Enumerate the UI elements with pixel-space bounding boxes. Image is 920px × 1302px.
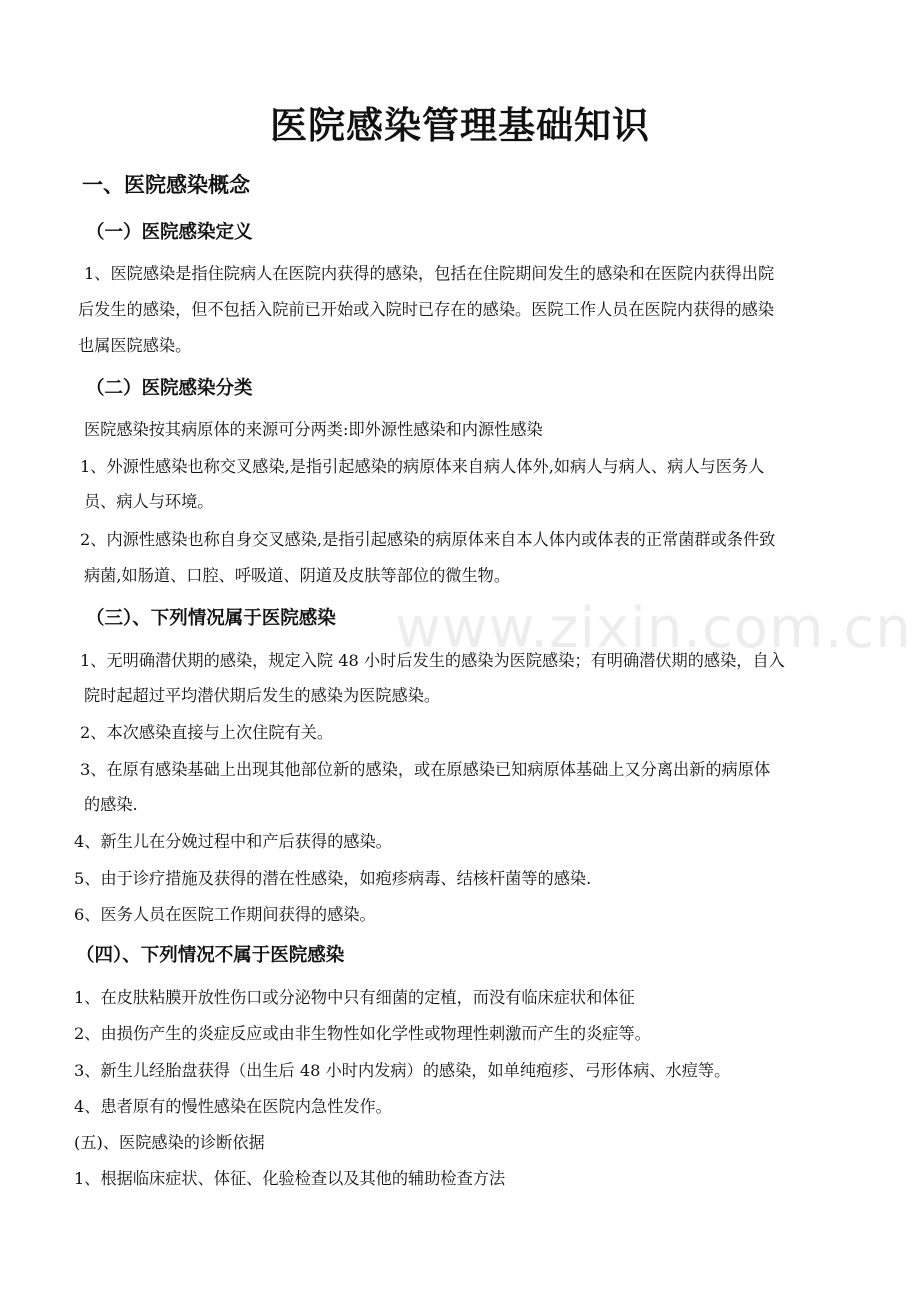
section-heading-concept: 一、医院感染概念 <box>82 173 250 197</box>
paragraph-line: 2、本次感染直接与上次住院有关。 <box>80 723 334 742</box>
paragraph-line: 员、病人与环境。 <box>84 492 214 511</box>
subheading-included-cases: （三）、下列情况属于医院感染 <box>86 608 336 629</box>
subheading-definition: （一）医院感染定义 <box>86 222 253 243</box>
paragraph-line: 5、由于诊疗措施及获得的潜在性感染，如疱疹病毒、结核杆菌等的感染. <box>74 869 592 888</box>
paragraph-line: 后发生的感染，但不包括入院前已开始或入院时已存在的感染。医院工作人员在医院内获得的感染 <box>78 300 775 319</box>
paragraph-line: 1、根据临床症状、体征、化验检查以及其他的辅助检查方法 <box>74 1169 506 1188</box>
paragraph-line: 医院感染按其病原体的来源可分两类:即外源性感染和内源性感染 <box>84 420 543 439</box>
paragraph-line: 4、患者原有的慢性感染在医院内急性发作。 <box>74 1097 392 1116</box>
paragraph-line: 1、在皮肤粘膜开放性伤口或分泌物中只有细菌的定植，而没有临床症状和体征 <box>74 988 635 1007</box>
subheading-classification: （二）医院感染分类 <box>86 378 253 399</box>
paragraph-line: 院时起超过平均潜伏期后发生的感染为医院感染。 <box>84 686 441 705</box>
paragraph-line: 病菌,如肠道、口腔、呼吸道、阴道及皮肤等部位的微生物。 <box>84 566 511 585</box>
subheading-diagnosis-basis: (五)、医院感染的诊断依据 <box>74 1133 265 1152</box>
subheading-excluded-cases: （四）、下列情况不属于医院感染 <box>76 945 345 966</box>
paragraph-line: 3、在原有感染基础上出现其他部位新的感染，或在原感染已知病原体基础上又分离出新的病原体 <box>80 760 771 779</box>
watermark: www.zixin.com.cn <box>395 596 912 661</box>
paragraph-line: 3、新生儿经胎盘获得（出生后 48 小时内发病）的感染，如单纯疱疹、弓形体病、水痘等。 <box>74 1061 731 1080</box>
paragraph-line: 1、外源性感染也称交叉感染,是指引起感染的病原体来自病人体外,如病人与病人、病人与医务人 <box>80 457 765 476</box>
page-title: 医院感染管理基础知识 <box>270 104 650 147</box>
paragraph-line: 的感染. <box>84 795 138 814</box>
paragraph-line: 4、新生儿在分娩过程中和产后获得的感染。 <box>74 832 392 851</box>
paragraph-line: 1、医院感染是指住院病人在医院内获得的感染，包括在住院期间发生的感染和在医院内获得出院 <box>84 264 775 283</box>
paragraph-line: 也属医院感染。 <box>78 336 192 355</box>
paragraph-line: 2、由损伤产生的炎症反应或由非生物性如化学性或物理性刺激而产生的炎症等。 <box>74 1024 651 1043</box>
paragraph-line: 6、医务人员在医院工作期间获得的感染。 <box>74 905 376 924</box>
paragraph-line: 1、无明确潜伏期的感染，规定入院 48 小时后发生的感染为医院感染；有明确潜伏期的感染，自入 <box>80 651 785 670</box>
paragraph-line: 2、内源性感染也称自身交叉感染,是指引起感染的病原体来自本人体内或体表的正常菌群或条件致 <box>80 530 776 549</box>
